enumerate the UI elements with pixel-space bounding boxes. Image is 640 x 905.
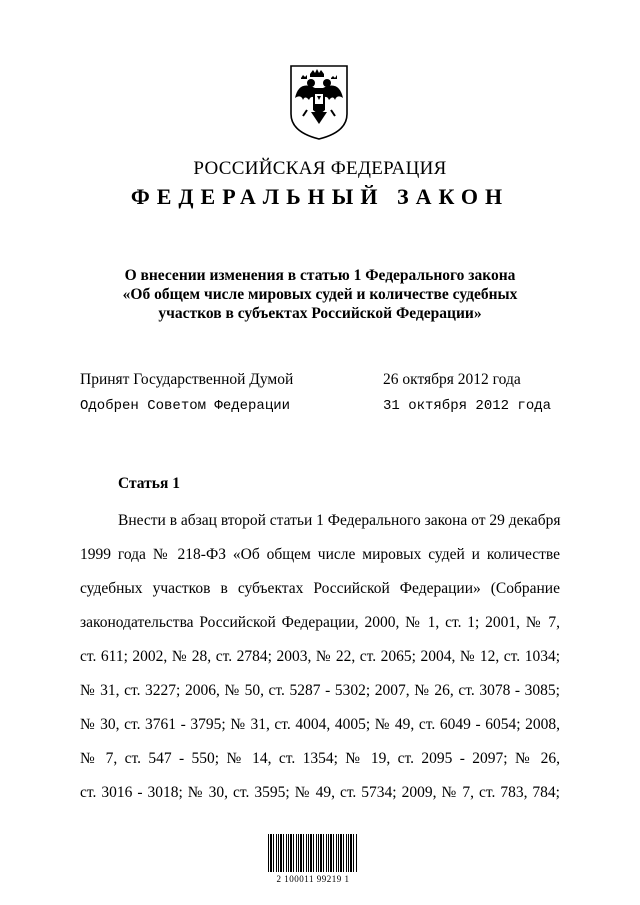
barcode-icon [268,834,358,872]
article-text-line: № 31, ст. 3227; 2006, № 50, ст. 5287 - 5302; 2007, № 26, ст. 3078 - 3085; [80,682,560,699]
article-text-line: № 30, ст. 3761 - 3795; № 31, ст. 4004, 4005; № 49, ст. 6049 - 6054; 2008, [80,716,560,733]
law-type-heading: ФЕДЕРАЛЬНЫЙ ЗАКОН [130,184,510,209]
country-name: РОССИЙСКАЯ ФЕДЕРАЦИЯ [193,158,447,179]
law-title-line: «Об общем числе мировых судей и количестве судебных [122,286,518,303]
article-text-line: ст. 611; 2002, № 28, ст. 2784; 2003, № 22, ст. 2065; 2004, № 12, ст. 1034; [80,648,560,665]
adoption-label: Принят Государственной Думой [80,371,294,388]
coat-of-arms-icon [287,62,351,142]
approval-label: Одобрен Советом Федерации [80,398,291,414]
barcode-number: 2 100011 99219 1 [276,874,350,884]
law-title [80,266,560,323]
article-text-line: законодательства Российской Федерации, 2000, № 1, ст. 1; 2001, № 7, [80,614,560,631]
adoption-date: 26 октября 2012 года [383,371,521,388]
article-text-line: 1999 года № 218-ФЗ «Об общем числе мировых судей и количестве [80,546,560,563]
approval-date: 31 октября 2012 года [383,398,552,414]
article-text-line: № 7, ст. 547 - 550; № 14, ст. 1354; № 19, ст. 2095 - 2097; № 26, [80,750,560,767]
article-text-line: ст. 3016 - 3018; № 30, ст. 3595; № 49, ст. 5734; 2009, № 7, ст. 783, 784; [80,784,560,801]
law-title-line: участков в субъектах Российской Федерации» [158,305,482,322]
article-text-line: судебных участков в субъектах Российской Федерации» (Собрание [80,580,560,597]
law-title-line: О внесении изменения в статью 1 Федерального закона [124,267,516,284]
article-heading: Статья 1 [118,475,180,492]
document-barcode [258,822,368,884]
article-text-line: Внести в абзац второй статьи 1 Федерального закона от 29 декабря [118,512,561,529]
